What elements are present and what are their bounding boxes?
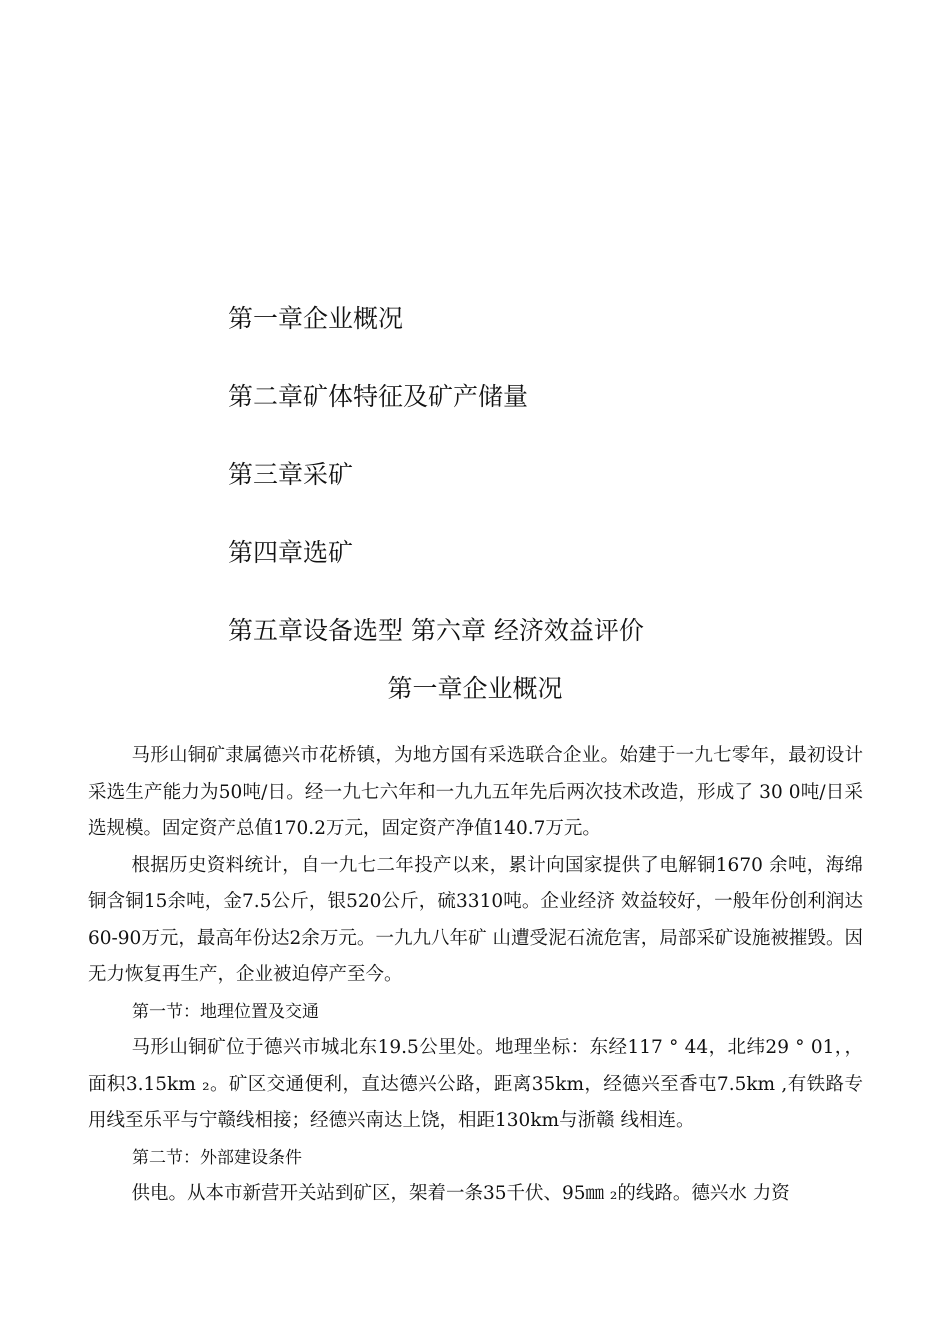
toc-item-chapter-3: 第三章采矿 bbox=[228, 460, 354, 489]
chapter-body bbox=[88, 738, 863, 1213]
paragraph-history: 根据历史资料统计，自一九七二年投产以来，累计向国家提供了电解铜1670 余吨，海绵铜含铜15余吨，金7.5公斤，银520公斤，硫3310吨。企业经济 效益较好，一般年份创利润达60-90万元，最高年份达2余万元。一九九八年矿 山遭受泥石流危害，局部采矿设施被摧毁。因无力恢复再生产，企业被迫停产至今。 bbox=[88, 854, 863, 985]
section-title-conditions: 第二节：外部建设条件 bbox=[132, 1147, 302, 1168]
chapter-title: 第一章企业概况 bbox=[387, 674, 563, 703]
section-title-location: 第一节：地理位置及交通 bbox=[132, 1001, 319, 1022]
table-of-contents bbox=[228, 306, 908, 696]
toc-item-chapter-1: 第一章企业概况 bbox=[228, 304, 404, 333]
paragraph-location: 马形山铜矿位于德兴市城北东19.5公里处。地理坐标：东经117 ° 44，北纬29 ° 01，，面积3.15km ₂。矿区交通便利，直达德兴公路，距离35km，经德兴至香屯7.5km ,有铁路专用线至乐平与宁赣线相接；经德兴南达上饶，相距130km与浙赣 线相连。 bbox=[88, 1037, 863, 1131]
toc-item-chapter-4: 第四章选矿 bbox=[228, 538, 354, 567]
toc-item-chapter-2: 第二章矿体特征及矿产储量 bbox=[228, 382, 529, 411]
paragraph-overview: 马形山铜矿隶属德兴市花桥镇，为地方国有采选联合企业。始建于一九七零年，最初设计采选生产能力为50吨/日。经一九七六年和一九九五年先后两次技术改造，形成了 30 0吨/日采选规模。固定资产总值170.2万元，固定资产净值140.7万元。 bbox=[88, 745, 863, 839]
toc-item-chapter-5-6: 第五章设备选型 第六章 经济效益评价 bbox=[228, 616, 644, 645]
paragraph-power-supply: 供电。从本市新营开关站到矿区，架着一条35千伏、95㎜ ₂的线路。德兴水 力资 bbox=[131, 1183, 790, 1204]
